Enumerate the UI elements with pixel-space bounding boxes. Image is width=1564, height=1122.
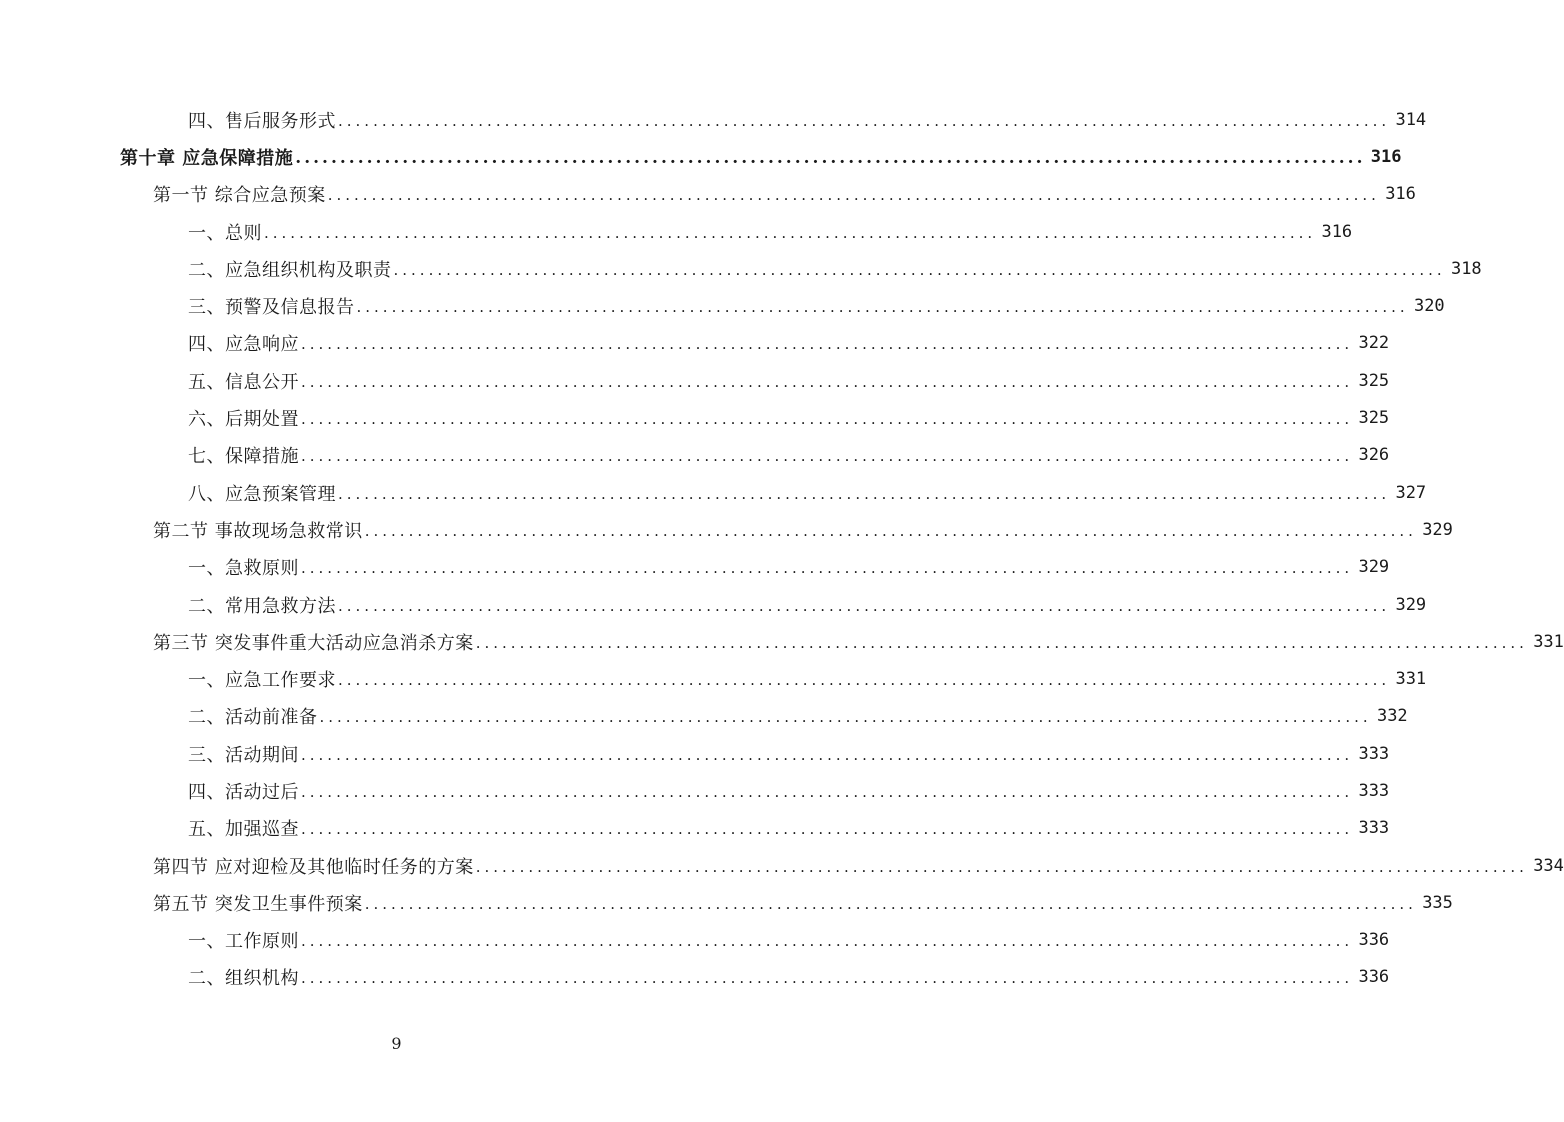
- toc-entry-page: 329: [1358, 557, 1390, 578]
- toc-entry[interactable]: [0, 735, 1390, 772]
- toc-dot-leader: ........................................................................................................................: [301, 820, 1354, 839]
- toc-dot-leader: ........................................................................................................................: [301, 969, 1354, 988]
- toc-entry-page: 326: [1358, 445, 1390, 466]
- toc-dot-leader: ........................................................................................................................: [364, 894, 1417, 913]
- toc-entry-page: 314: [1395, 109, 1427, 130]
- toc-entry-page: 331: [1533, 631, 1564, 652]
- toc-entry[interactable]: [0, 101, 1427, 138]
- toc-entry-page: 325: [1358, 408, 1390, 429]
- toc-dot-leader: ........................................................................................................................: [356, 298, 1409, 317]
- toc-entry-label: 六、后期处置: [188, 409, 299, 431]
- toc-dot-leader: ........................................................................................................................: [301, 335, 1354, 354]
- toc-entry[interactable]: [0, 698, 1408, 735]
- toc-entry-page: 335: [1422, 892, 1453, 913]
- toc-dot-leader: ........................................................................................................................: [338, 596, 1391, 615]
- toc-dot-leader: ........................................................................................................................: [327, 186, 1380, 205]
- toc-entry-page: 325: [1358, 370, 1390, 391]
- toc-entry[interactable]: [0, 437, 1390, 474]
- toc-entry-label: 第五节 突发卫生事件预案: [153, 893, 363, 915]
- toc-dot-leader: ........................................................................................................................: [295, 147, 1366, 168]
- toc-entry-page: 336: [1358, 930, 1390, 951]
- toc-dot-leader: ........................................................................................................................: [475, 857, 1528, 876]
- toc-entry-label: 八、应急预案管理: [188, 483, 336, 505]
- toc-dot-leader: ........................................................................................................................: [338, 484, 1391, 503]
- toc-entry-page: 318: [1450, 258, 1482, 279]
- toc-entry-label: 二、组织机构: [188, 968, 299, 990]
- toc-entry-label: 二、应急组织机构及职责: [188, 259, 392, 281]
- toc-entry-page: 332: [1376, 706, 1408, 727]
- toc-dot-leader: ........................................................................................................................: [319, 708, 1372, 727]
- toc-entry-label: 四、售后服务形式: [188, 110, 336, 132]
- toc-entry-label: 第二节 事故现场急救常识: [153, 520, 363, 542]
- toc-entry-page: 334: [1533, 855, 1564, 876]
- toc-entry[interactable]: [0, 959, 1390, 996]
- toc-entry-label: 五、信息公开: [188, 371, 299, 393]
- toc-entry[interactable]: [0, 325, 1390, 362]
- toc-entry-label: 三、预警及信息报告: [188, 297, 355, 319]
- toc-entry[interactable]: [0, 586, 1427, 623]
- toc-dot-leader: ........................................................................................................................: [364, 521, 1417, 540]
- toc-entry-page: 327: [1395, 482, 1427, 503]
- toc-entry[interactable]: [0, 660, 1427, 697]
- toc-entry[interactable]: [0, 549, 1390, 586]
- toc-entry-label: 第一节 综合应急预案: [153, 185, 326, 207]
- page-number: 9: [391, 1034, 402, 1053]
- toc-entry[interactable]: [0, 810, 1390, 847]
- toc-entry-label: 第四节 应对迎检及其他临时任务的方案: [153, 856, 474, 878]
- toc-entry[interactable]: [0, 623, 1564, 660]
- toc-entry-label: 一、应急工作要求: [188, 670, 336, 692]
- toc-entry-label: 一、急救原则: [188, 558, 299, 580]
- toc-entry-page: 336: [1358, 967, 1390, 988]
- toc-entry-label: 一、总则: [188, 222, 262, 244]
- table-of-contents: [0, 101, 1564, 996]
- toc-entry[interactable]: [0, 138, 1402, 175]
- toc-entry-page: 333: [1358, 743, 1390, 764]
- toc-entry[interactable]: [0, 884, 1453, 921]
- toc-dot-leader: ........................................................................................................................: [393, 260, 1446, 279]
- toc-entry[interactable]: [0, 176, 1416, 213]
- toc-entry-page: 331: [1395, 669, 1427, 690]
- toc-entry[interactable]: [0, 847, 1564, 884]
- toc-dot-leader: ........................................................................................................................: [475, 633, 1528, 652]
- toc-dot-leader: ........................................................................................................................: [301, 745, 1354, 764]
- toc-entry[interactable]: [0, 474, 1427, 511]
- toc-dot-leader: ........................................................................................................................: [338, 671, 1391, 690]
- toc-dot-leader: ........................................................................................................................: [301, 782, 1354, 801]
- toc-entry-label: 第三节 突发事件重大活动应急消杀方案: [153, 632, 474, 654]
- toc-entry-label: 五、加强巡查: [188, 819, 299, 841]
- toc-entry[interactable]: [0, 772, 1390, 809]
- toc-entry[interactable]: [0, 511, 1453, 548]
- toc-entry-page: 333: [1358, 780, 1390, 801]
- toc-entry-page: 320: [1413, 296, 1445, 317]
- toc-dot-leader: ........................................................................................................................: [301, 372, 1354, 391]
- toc-entry-label: 七、保障措施: [188, 446, 299, 468]
- toc-dot-leader: ........................................................................................................................: [301, 410, 1354, 429]
- toc-entry-page: 322: [1358, 333, 1390, 354]
- toc-entry-label: 四、活动过后: [188, 781, 299, 803]
- toc-entry-label: 第十章 应急保障措施: [120, 147, 294, 169]
- toc-entry-page: 316: [1370, 146, 1402, 167]
- toc-entry[interactable]: [0, 399, 1390, 436]
- toc-entry-page: 316: [1321, 221, 1353, 242]
- toc-entry[interactable]: [0, 362, 1390, 399]
- toc-entry-label: 一、工作原则: [188, 931, 299, 953]
- toc-dot-leader: ........................................................................................................................: [338, 111, 1391, 130]
- toc-entry-label: 二、活动前准备: [188, 707, 318, 729]
- toc-entry-label: 三、活动期间: [188, 744, 299, 766]
- toc-entry-page: 329: [1395, 594, 1427, 615]
- toc-dot-leader: ........................................................................................................................: [301, 932, 1354, 951]
- toc-entry-label: 四、应急响应: [188, 334, 299, 356]
- toc-entry-page: 333: [1358, 818, 1390, 839]
- toc-entry[interactable]: [0, 250, 1482, 287]
- toc-entry[interactable]: [0, 922, 1390, 959]
- toc-entry[interactable]: [0, 213, 1353, 250]
- toc-dot-leader: ........................................................................................................................: [264, 223, 1317, 242]
- toc-entry-page: 329: [1422, 519, 1453, 540]
- toc-entry[interactable]: [0, 287, 1445, 324]
- toc-entry-page: 316: [1385, 184, 1416, 205]
- toc-dot-leader: ........................................................................................................................: [301, 447, 1354, 466]
- toc-entry-label: 二、常用急救方法: [188, 595, 336, 617]
- toc-dot-leader: ........................................................................................................................: [301, 559, 1354, 578]
